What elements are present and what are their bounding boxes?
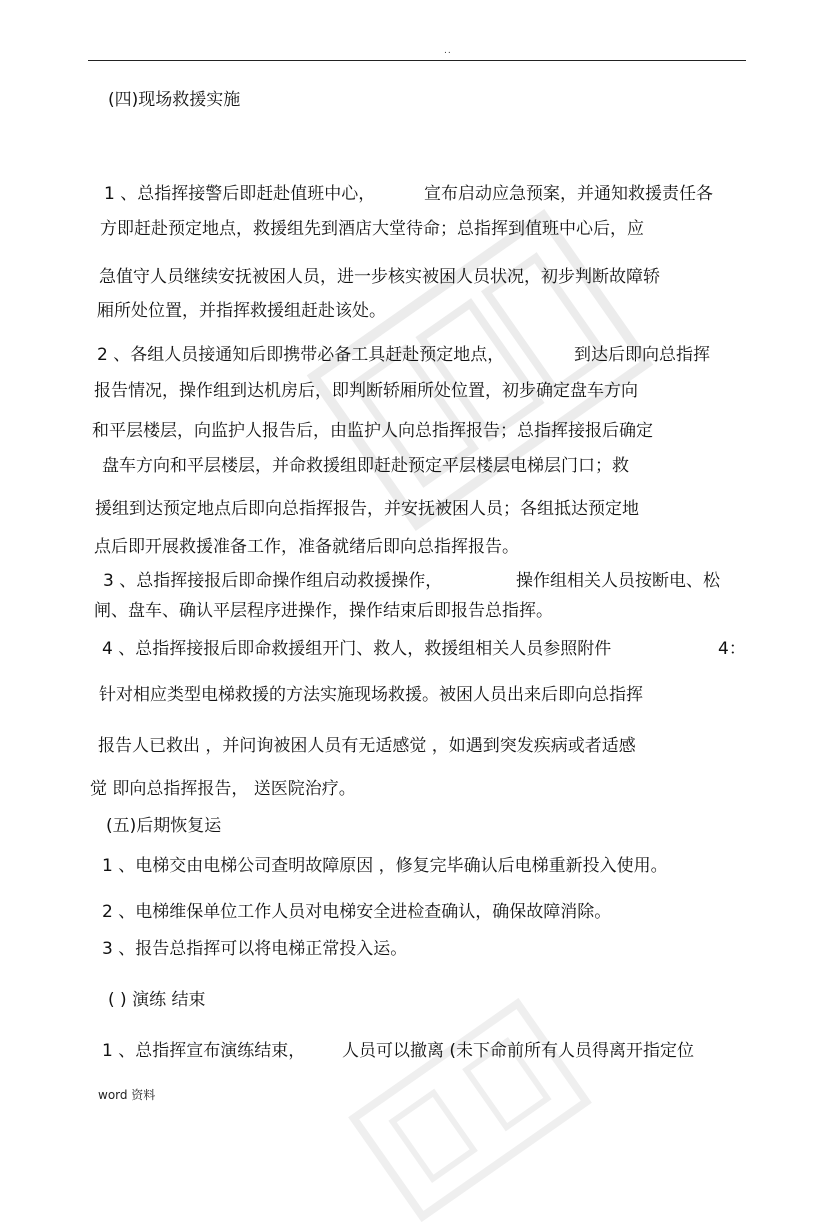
- para-4-line-1b: 4：: [718, 639, 746, 659]
- recovery-item-3: 3 、报告总指挥可以将电梯正常投入运。: [102, 939, 408, 959]
- para-2-line-1a: 2 、各组人员接通知后即携带必备工具赶赴预定地点，: [97, 345, 505, 365]
- para-2-line-1b: 到达后即向总指挥: [574, 345, 710, 365]
- para-4-line-3: 报告人已救出 ，并问询被困人员有无适感觉 ，如遇到突发疾病或者适感: [98, 736, 636, 756]
- footer-text: word 资料: [98, 1088, 156, 1102]
- recovery-item-1: 1 、电梯交由电梯公司查明故障原因 ，修复完毕确认后电梯重新投入使用。: [102, 856, 668, 876]
- para-4-line-1a: 4 、总指挥接报后即命救援组开门、救人，救援组相关人员参照附件: [102, 639, 612, 659]
- para-3-line-2: 闸、盘车、确认平层程序进操作，操作结束后即报告总指挥。: [94, 601, 553, 621]
- para-1-line-2: 方即赶赴预定地点，救援组先到酒店大堂待命；总指挥到值班中心后，应: [100, 219, 644, 239]
- header-rule: [88, 60, 746, 61]
- recovery-item-2: 2 、电梯维保单位工作人员对电梯安全进检查确认，确保故障消除。: [102, 902, 612, 922]
- para-1-line-4: 厢所处位置，并指挥救援组赶赴该处。: [97, 301, 386, 321]
- header-mark: ..: [444, 46, 452, 56]
- section-heading-5: (五)后期恢复运: [106, 816, 222, 836]
- para-2-line-2: 报告情况，操作组到达机房后，即判断轿厢所处位置，初步确定盘车方向: [94, 381, 638, 401]
- watermark-logo-icon: [300, 202, 660, 538]
- end-item-1a: 1 、总指挥宣布演练结束，: [102, 1041, 306, 1061]
- para-2-line-6: 点后即开展救援准备工作，准备就绪后即向总指挥报告。: [94, 537, 519, 557]
- para-3-line-1a: 3 、总指挥接报后即命操作组启动救援操作，: [103, 571, 443, 591]
- para-3-line-1b: 操作组相关人员按断电、松: [516, 571, 720, 591]
- para-1-line-1b: 宣布启动应急预案，并通知救援责任各: [424, 184, 713, 204]
- watermark-logo-icon: [340, 990, 601, 1230]
- para-1-line-3: 急值守人员继续安抚被困人员，进一步核实被困人员状况，初步判断故障轿: [99, 267, 660, 287]
- end-item-1b: 人员可以撤离 (未下命前所有人员得离开指定位: [342, 1041, 695, 1061]
- para-4-line-2: 针对相应类型电梯救援的方法实施现场救援。被困人员出来后即向总指挥: [99, 685, 643, 705]
- para-4-line-4: 觉 即向总指挥报告， 送医院治疗。: [90, 779, 356, 799]
- section-heading-6: ( ) 演练 结束: [108, 990, 206, 1010]
- para-2-line-5: 援组到达预定地点后即向总指挥报告，并安抚被困人员；各组抵达预定地: [95, 499, 639, 519]
- para-1-line-1a: 1 、总指挥接警后即赶赴值班中心，: [104, 184, 376, 204]
- para-2-line-3: 和平层楼层，向监护人报告后，由监护人向总指挥报告；总指挥接报后确定: [92, 421, 653, 441]
- para-2-line-4: 盘车方向和平层楼层，并命救援组即赶赴预定平层楼层电梯层门口；救: [102, 456, 629, 476]
- section-heading-4: (四)现场救援实施: [108, 90, 241, 110]
